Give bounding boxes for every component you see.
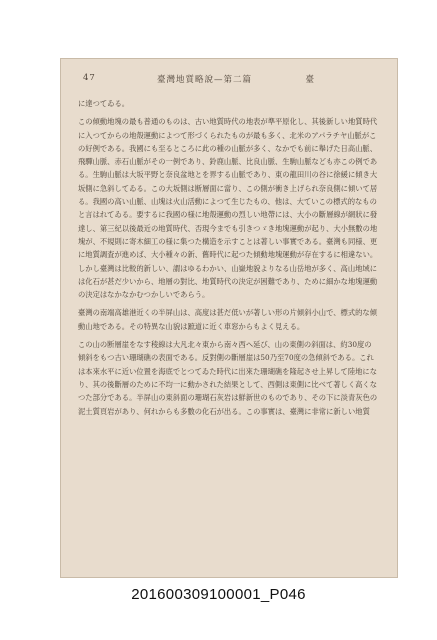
paragraph: 臺灣の南端高雄港近くの半屏山は、高度は甚だ低いが著しい形の片傾斜小山で、標式的な傾動山地である。その特異な山貌は蹠道に近く車窓からもよく見える。 (78, 308, 378, 331)
body-text (78, 97, 378, 557)
header-mark: 臺 (305, 75, 315, 85)
running-title: 臺灣地質略說—第二篇 (157, 75, 253, 85)
page-header (61, 73, 397, 85)
page-number: 47 (83, 73, 96, 83)
paragraph: この山の断層崖をなす稜線は大凡北々東から南々西へ延び、山の東側の斜面は、約30度の傾斜をもつ古い珊瑚礁の表面である。反對側の斷層崖は50乃至70度の急傾斜である。これは本來水平に近い位置を海底でとつてゐた時代に出來た珊瑚礁を隆起させ上昇して陸地になり、其の後斷層のために不均一に動かされた結果として、西側は東側に比べて著しく高くなつた部分である。半屏山の東斜面の珊瑚石灰岩は鮮新世のものであり、その下に淡青灰色の泥土質頁岩があり、何れからも多數の化石が出る。この事實は、臺灣に非常に新しい地質 (78, 340, 378, 416)
paragraph: この傾動地塊の最も普通のものは、古い地質時代の地表が準平原化し、其後新しい地質時代に入つてからの地殼運動によつて形づくられたものが最も多く、北米のアパラチヤ山脈がこの好例である。我國にも至るところに此の種の山脈が多く、なかでも前に舉げた日高山脈、飛驒山脈、赤石山脈がその一例であり、鈴鹿山脈、比良山脈、生駒山脈なども亦この例である。生駒山脈は大坂平野と奈良盆地とを界する山脈であり、東の龍田川の谷に徐緩に傾き大坂側に急斜してゐる。この大坂側は断層面に當り、この側が衝き上げられ奈良側に傾いて居る。我國の高い山脈、山塊は火山活動によつて生じたもの、他は、大ていこの標式的なものと言はれてゐる。要するに我國の様に地殼運動の烈しい地帶には、大小の斷層線が網狀に發達し、第三紀以後最近の地質時代、否現今までも引きつゞき地塊運動が起り、大小無數の地塊が、不規則に寄木細工の様に集つた構造を示すことは著しい事實である。臺灣も同様、更に地質調査が進めば、大小種々の新、舊時代に起つた傾動地塊運動が存在するに相違ない。しかし臺灣は比較的新しい、謂はゆるわかい、山嶽地貌よりなる山岳地が多く、高山地域には化石が甚だ少いから、地層の對比、地質時代の決定が困難であり、ために細かな地塊運動の決定はなかなかむつかしいであらう。 (78, 117, 378, 300)
scanned-page (61, 59, 397, 577)
paragraph-continuation: に達つてゐる。 (78, 99, 130, 108)
image-id-caption: 201600309100001_P046 (131, 586, 306, 603)
